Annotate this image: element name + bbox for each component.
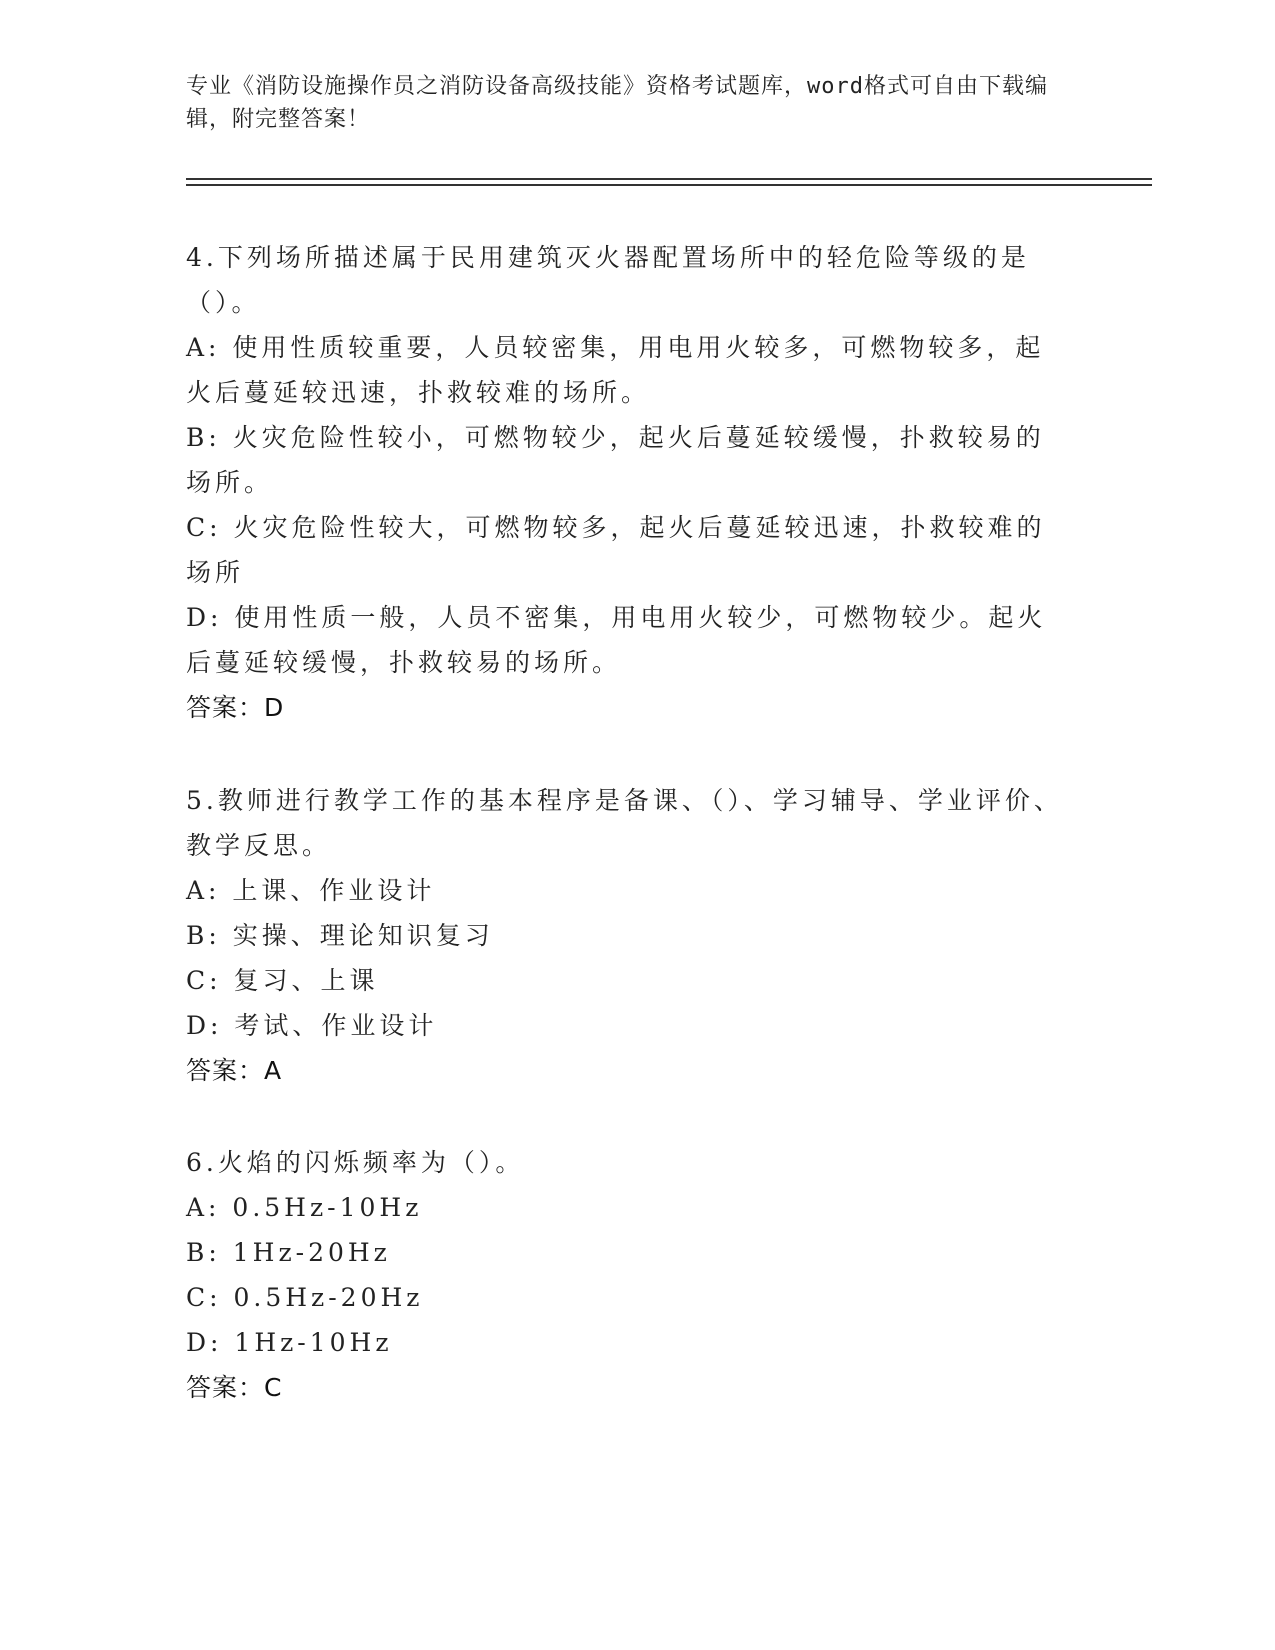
answer: 答案：D: [186, 693, 285, 722]
question-4: [186, 235, 1066, 730]
answer: 答案：A: [186, 1056, 283, 1085]
question-stem: 4.下列场所描述属于民用建筑灭火器配置场所中的轻危险等级的是（）。: [186, 243, 1030, 317]
page-header: 专业《消防设施操作员之消防设备高级技能》资格考试题库，word格式可自由下载编辑，附完整答案！: [186, 74, 1048, 132]
option-a: A: 使用性质较重要，人员较密集，用电用火较多，可燃物较多，起火后蔓延较迅速，扑救较难的场所。: [186, 333, 1045, 407]
option-b: B: 实操、理论知识复习: [186, 921, 494, 950]
option-c: C: 复习、上课: [186, 966, 379, 995]
question-stem: 5.教师进行教学工作的基本程序是备课、（）、学习辅导、学业评价、教学反思。: [186, 786, 1063, 860]
question-stem: 6.火焰的闪烁频率为（）。: [186, 1148, 525, 1177]
option-a: A: 上课、作业设计: [186, 876, 436, 905]
option-d: D: 使用性质一般，人员不密集，用电用火较少，可燃物较少。起火后蔓延较缓慢，扑救较易的场所。: [186, 603, 1047, 677]
question-6: [186, 1140, 1066, 1410]
header-divider-bottom: [186, 184, 1152, 186]
option-d: D: 考试、作业设计: [186, 1011, 438, 1040]
option-d: D: 1Hz-10Hz: [186, 1328, 393, 1357]
option-b: B: 1Hz-20Hz: [186, 1238, 391, 1267]
option-b: B: 火灾危险性较小，可燃物较少，起火后蔓延较缓慢，扑救较易的场所。: [186, 423, 1045, 497]
option-a: A: 0.5Hz-10Hz: [186, 1193, 423, 1222]
option-c: C: 火灾危险性较大，可燃物较多，起火后蔓延较迅速，扑救较难的场所: [186, 513, 1046, 587]
header-divider-top: [186, 178, 1152, 180]
question-5: [186, 778, 1066, 1093]
answer: 答案：C: [186, 1373, 283, 1402]
option-c: C: 0.5Hz-20Hz: [186, 1283, 424, 1312]
